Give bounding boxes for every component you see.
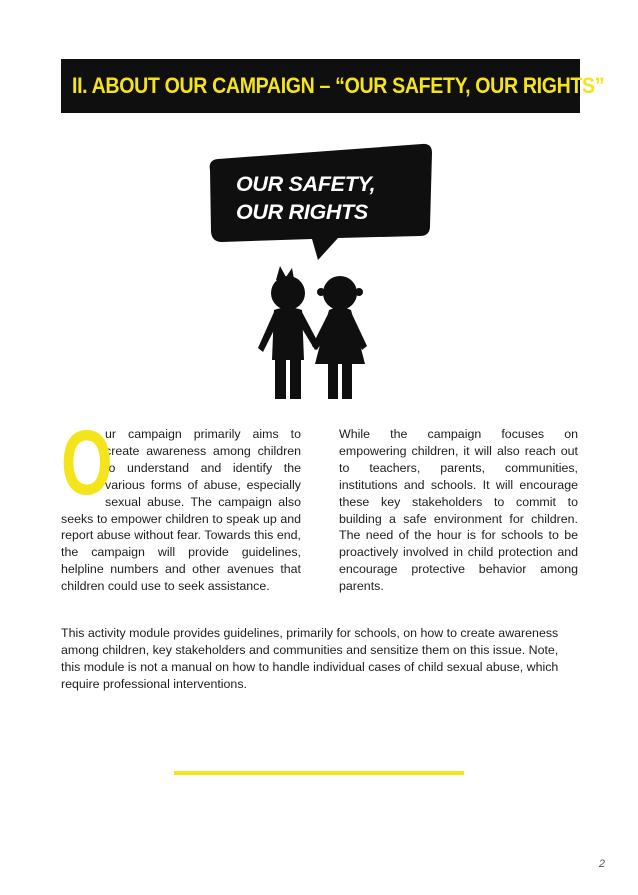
speech-bubble-text xyxy=(236,170,411,226)
section-header-bar xyxy=(61,59,605,113)
left-column xyxy=(61,412,301,595)
left-column-text: ur campaign primarily aims to create awareness among children to understand and identify the various forms of abuse, especially sexual abuse. The campaign also seeks to empower children to speak up and report abuse without fear. Towards this end, the campaign will provide guidelines, helpline numbers and other avenues that children could use to seek assistance. xyxy=(61,427,301,594)
drop-cap: O xyxy=(61,412,113,514)
girl-figure-icon xyxy=(312,276,367,399)
section-title: II. ABOUT OUR CAMPAIGN – “OUR SAFETY, OUR RIGHTS” xyxy=(72,73,605,98)
boy-figure-icon xyxy=(258,266,320,399)
yellow-divider xyxy=(174,771,464,775)
module-description-paragraph: This activity module provides guidelines, primarily for schools, on how to create awareness among children, key stakeholders and communities and sensitize them on this issue. Note, this module is not a manual on how to handle individual cases of child sexual abuse, which require professional interventions. xyxy=(61,626,559,691)
right-column-text: While the campaign focuses on empowering children, it will also reach out to teachers, parents, communities, institutions and schools. It will encourage these key stakeholders to commit to building a safe environment for children. The need of the hour is for schools to be proactively involved in child protection and encourage protective behavior among parents. xyxy=(339,427,578,594)
page-number: 2 xyxy=(598,858,605,870)
bubble-line-1: OUR SAFETY, xyxy=(236,172,376,196)
bubble-line-2: OUR RIGHTS xyxy=(236,200,368,224)
